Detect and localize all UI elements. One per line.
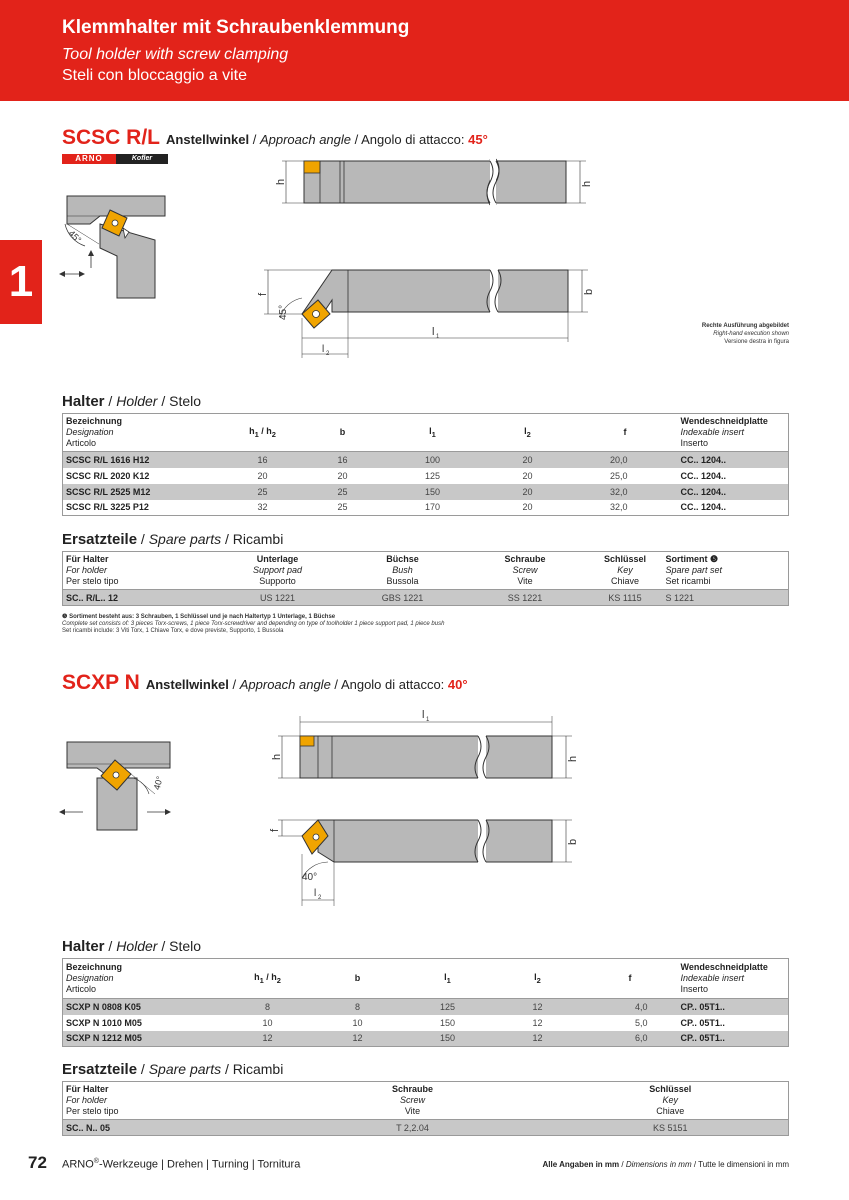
holder-heading-2: Halter / Holder / Stelo: [62, 938, 202, 955]
spare-table-2: Für Halter For holder Per stelo tipo Schraube Screw Vite Schlüssel Key Chiave SC.. N.. 05 T 2,2.04 KS 5151: [62, 1081, 789, 1136]
fig2-angle-label: 40°: [302, 872, 318, 883]
fig-h1-label: h: [275, 178, 287, 185]
fig-b-label: b: [583, 288, 595, 295]
section-code: SCSC R/L: [62, 126, 161, 149]
scsc-front-drawing: [268, 155, 598, 215]
footer-left: ARNO®-Werkzeuge | Drehen | Turning | Tornitura: [62, 1158, 301, 1171]
col-b: b: [339, 427, 346, 437]
scxp-front-drawing: [262, 702, 592, 787]
col-insert: Wendeschneidplatte Indexable insert Inserto: [680, 416, 768, 448]
detail-angle-label: 45°: [66, 228, 84, 245]
table-row: SCXP N 1010 M05 10 10 150 12 5,0 CP.. 05T1..: [63, 1015, 789, 1031]
fig2-l1-label: l: [422, 709, 425, 721]
angle-value: 40°: [447, 677, 468, 692]
fig-l1-label: l: [432, 326, 435, 338]
table-row: SCSC R/L 2020 K12 20 20 125 20 25,0 CC.. 1204..: [63, 468, 789, 484]
section-title-scsc: SCSC R/L Anstellwinkel / Approach angle / Angolo di attacco: 45°: [62, 126, 488, 149]
spare-heading-2: Ersatzteile / Spare parts / Ricambi: [62, 1061, 284, 1078]
kofler-logo: Kofler: [116, 154, 168, 164]
footer-right: Alle Angaben in mm / Dimensions in mm / Tutte le dimensioni in mm: [542, 1160, 789, 1169]
spare-set-note: ❺ Sortiment besteht aus: 3 Schrauben, 1 Schlüssel und je nach Haltertyp 1 Unterlage, 1 Büchse Complete set consists of: 3 pieces Torx-screws, 1 piece Torx-screwdriver and depending on type of toolholder 1 piece support pad, 1 piece bush Set ricambi include: 3 Viti Torx, 1 Chiave Torx, e dove previste, Supporto, 1 Bussola: [62, 614, 445, 634]
angle-value: 45°: [468, 132, 488, 147]
spare-table-1: Für Halter For holder Per stelo tipo Unterlage Support pad Supporto Büchse Bush Bussola Schraube Screw Vite Schlüssel Key Chiave Sortiment ❺ Spare part set Set ricambi SC.. R/L.. 12 US 1221 GBS 1221 SS 1221 KS 1115 S 1221: [62, 551, 789, 606]
col-designation: Bezeichnung Designation Articolo: [66, 416, 123, 448]
scsc-plan-drawing: [250, 262, 600, 362]
fig2-h2-label: h: [567, 755, 579, 762]
fig-angle-label: 45°: [278, 304, 289, 320]
fig-h2-label: h: [581, 180, 593, 187]
table-row: SCSC R/L 1616 H12 16 16 100 20 20,0 CC.. 1204..: [63, 452, 789, 468]
table-row: SCSC R/L 3225 P12 32 25 170 20 32,0 CC.. 1204..: [63, 500, 789, 516]
col-l1: $l_1$: [429, 425, 436, 439]
fig-l1-sub: 1: [436, 334, 440, 340]
fig-f-label: f: [257, 292, 269, 296]
scsc-detail-drawing: [55, 188, 175, 303]
fig2-f-label: f: [269, 828, 281, 832]
table-row: SC.. N.. 05 T 2,2.04 KS 5151: [63, 1120, 789, 1136]
fig-l2-label: l: [322, 344, 325, 355]
section-title-scxp: SCXP N Anstellwinkel / Approach angle / Angolo di attacco: 40°: [62, 671, 468, 694]
table-row: SCXP N 0808 K05 8 8 125 12 4,0 CP.. 05T1..: [63, 999, 789, 1015]
spare-heading-1: Ersatzteile / Spare parts / Ricambi: [62, 531, 284, 548]
brand-logos: [62, 154, 168, 164]
header-title-de: Klemmhalter mit Schraubenklemmung: [62, 17, 410, 38]
table-row: SC.. R/L.. 12 US 1221 GBS 1221 SS 1221 KS 1115 S 1221: [63, 590, 789, 606]
fig2-b-label: b: [567, 838, 579, 845]
table-row: SCSC R/L 2525 M12 25 25 150 20 32,0 CC.. 1204..: [63, 484, 789, 500]
holder-heading-1: Halter / Holder / Stelo: [62, 393, 202, 410]
header-title-it: Steli con bloccaggio a vite: [62, 67, 247, 84]
holder-table-1: [62, 413, 789, 516]
table-row: SCXP N 1212 M05 12 12 150 12 6,0 CP.. 05T1..: [63, 1031, 789, 1047]
fig2-l2-label: l: [314, 888, 317, 899]
fig2-l2-sub: 2: [318, 895, 322, 901]
detail-angle-label-2: 40°: [151, 775, 165, 791]
col-l2: $l_2$: [524, 425, 531, 439]
header-title-en: Tool holder with screw clamping: [62, 46, 289, 63]
fig-l2-sub: 2: [326, 351, 330, 357]
holder-table-2: Bezeichnung Designation Articolo $h_1 / h_2$ b $l_1$ $l_2$ f Wendeschneidplatte Indexable insert Inserto SCXP N 0808 K05 8 8 125 12 4,0 CP.. 05T1.. SCXP N 1010 M05 10 10 150 12 5,0 CP.. 05T1.. SCXP N 1212 M05 12 12 150 12 6,0 CP.. 05T1..: [62, 958, 789, 1047]
section-code: SCXP N: [62, 671, 140, 694]
fig2-l1-sub: 1: [426, 717, 430, 723]
chapter-tab: 1: [0, 240, 42, 324]
col-h: $h_1 / h_2$: [249, 425, 276, 439]
scxp-detail-drawing: [55, 738, 180, 833]
scxp-plan-drawing: [262, 812, 592, 907]
col-f: f: [623, 427, 627, 437]
figure-caption: Rechte Ausführung abgebildet Right-hand execution shown Versione destra in figura: [701, 323, 789, 345]
page-header: [0, 0, 849, 101]
arno-logo: ARNO: [62, 154, 116, 164]
fig2-h1-label: h: [271, 753, 283, 760]
page-number: 72: [28, 1153, 47, 1172]
